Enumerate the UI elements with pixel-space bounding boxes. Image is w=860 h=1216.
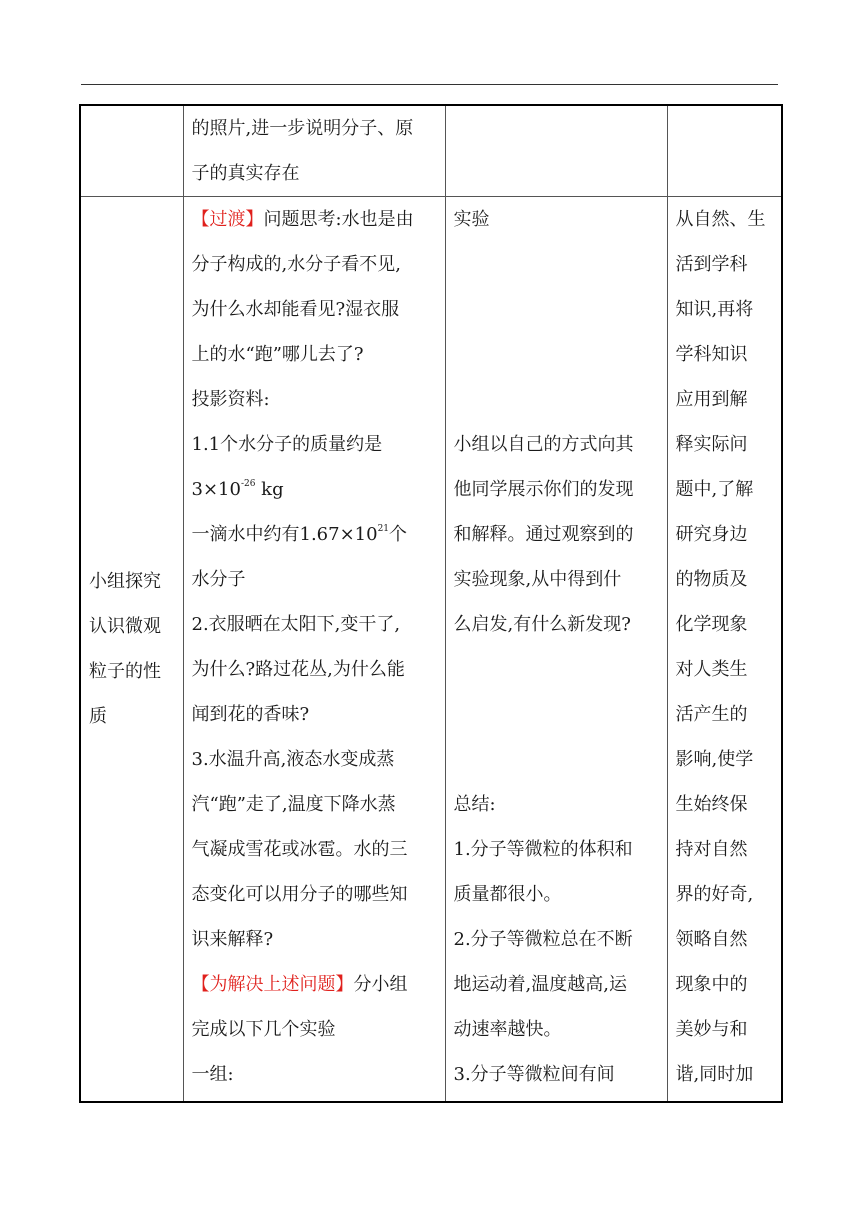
teacher-activity-cell: 的照片,进一步说明分子、原 子的真实存在 — [183, 105, 445, 197]
table-row — [80, 197, 782, 1103]
lesson-plan-table — [79, 104, 783, 1103]
transition-label: 【过渡】 — [191, 209, 264, 230]
aspect-cell: 小组探究 认识微观 粒子的性 质 — [80, 197, 183, 1103]
design-intent-cell: 从自然、生 活到学科 知识,再将 学科知识 应用到解 释实际问 题中,了解 研究身边 的物质及 化学现象 对人类生 活产生的 影响,使学 生始终保 持对自然 界的好奇, 领略自然 现象中的 美妙与和 谐,同时加 — [667, 197, 782, 1103]
table-row — [80, 105, 782, 197]
student-activity-cell: 实验 小组以自己的方式向其 他同学展示你们的发现 和解释。通过观察到的 实验现象,从中得到什 么启发,有什么新发现? 总结: 1.分子等微粒的体积和 质量都很小。 2.分子等微粒总在不断 地运动着,温度越高,运 动速率越快。 3.分子等微粒间有间 — [445, 197, 667, 1103]
design-intent-cell-empty — [667, 105, 782, 197]
teacher-activity-cell: 【过渡】问题思考:水也是由 分子构成的,水分子看不见, 为什么水却能看见?湿衣服 上的水“跑”哪儿去了? 投影资料: 1.1个水分子的质量约是 $3\times 10^{-26}$ kg 一滴水中约有$1.67\times 10^{21}$个 水分子 2.衣服晒在太阳下,变干了, 为什么?路过花丛,为什么能 闻到花的香味? 3.水温升高,液态水变成蒸 汽“跑”走了,温度下降水蒸 气凝成雪花或冰雹。水的三 态变化可以用分子的哪些知 识来解释? 【为解决上述问题】分小组 完成以下几个实验 一组: — [183, 197, 445, 1103]
aspect-cell-empty — [80, 105, 183, 197]
header-rule — [81, 84, 778, 85]
student-activity-cell-empty — [445, 105, 667, 197]
solve-problem-label: 【为解决上述问题】 — [191, 974, 354, 995]
